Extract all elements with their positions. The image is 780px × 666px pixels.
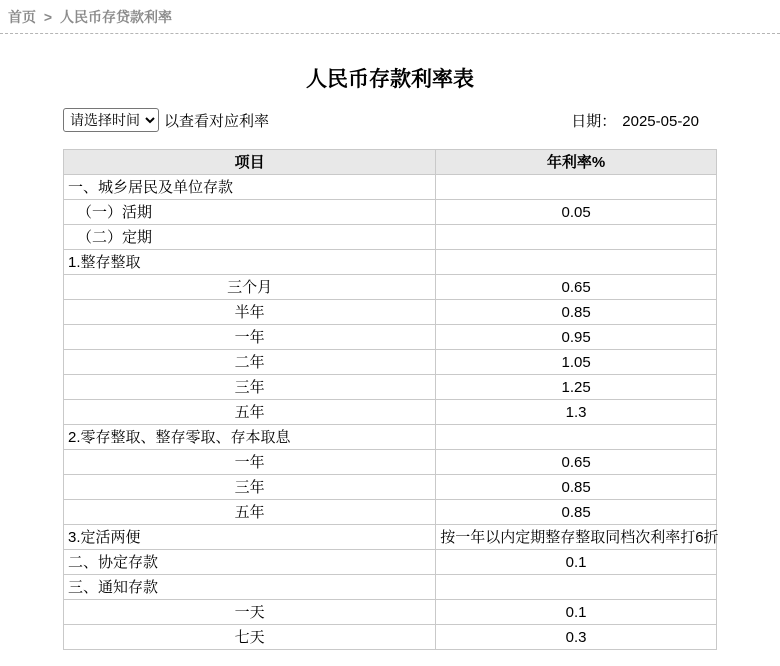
rate-cell (436, 575, 717, 600)
time-select[interactable] (63, 108, 159, 132)
breadcrumb-separator: > (43, 9, 53, 25)
table-header-row (64, 150, 717, 175)
item-cell: （二）定期 (64, 225, 436, 250)
controls-row (63, 108, 717, 132)
item-cell: 三个月 (64, 275, 436, 300)
date-value: 2025-05-20 (622, 112, 699, 130)
table-row (64, 350, 717, 375)
table-row (64, 275, 717, 300)
select-hint-text: 以查看对应利率 (164, 112, 270, 130)
date-display (571, 110, 717, 131)
time-select-group (63, 108, 269, 132)
rate-table (63, 149, 717, 650)
item-cell: 二年 (64, 350, 436, 375)
table-row (64, 450, 717, 475)
item-cell: （一）活期 (64, 200, 436, 225)
item-cell: 五年 (64, 500, 436, 525)
table-row (64, 500, 717, 525)
rate-cell (436, 175, 717, 200)
rate-cell: 0.95 (436, 325, 717, 350)
rate-cell: 0.1 (436, 550, 717, 575)
item-cell: 半年 (64, 300, 436, 325)
table-row (64, 425, 717, 450)
table-row (64, 225, 717, 250)
table-row (64, 525, 717, 550)
table-row (64, 175, 717, 200)
table-row (64, 300, 717, 325)
rate-cell: 0.85 (436, 500, 717, 525)
rate-cell: 1.05 (436, 350, 717, 375)
rate-cell: 按一年以内定期整存整取同档次利率打6折 (436, 525, 717, 550)
column-header-rate: 年利率% (436, 150, 717, 175)
item-cell: 三、通知存款 (64, 575, 436, 600)
item-cell: 一年 (64, 450, 436, 475)
item-cell: 3.定活两便 (64, 525, 436, 550)
table-row (64, 550, 717, 575)
rate-cell: 0.65 (436, 450, 717, 475)
item-cell: 2.零存整取、整存零取、存本取息 (64, 425, 436, 450)
table-row (64, 625, 717, 650)
table-row (64, 400, 717, 425)
rate-cell (436, 250, 717, 275)
rate-cell: 0.3 (436, 625, 717, 650)
rate-cell: 0.1 (436, 600, 717, 625)
rate-cell: 0.05 (436, 200, 717, 225)
table-row (64, 325, 717, 350)
date-label: 日期： (571, 112, 617, 130)
table-row (64, 250, 717, 275)
item-cell: 一年 (64, 325, 436, 350)
table-row (64, 475, 717, 500)
item-cell: 一、城乡居民及单位存款 (64, 175, 436, 200)
rate-cell (436, 425, 717, 450)
rate-cell: 0.65 (436, 275, 717, 300)
item-cell: 1.整存整取 (64, 250, 436, 275)
rate-cell: 1.25 (436, 375, 717, 400)
table-row (64, 200, 717, 225)
table-row (64, 375, 717, 400)
item-cell: 二、协定存款 (64, 550, 436, 575)
item-cell: 一天 (64, 600, 436, 625)
rate-cell: 0.85 (436, 475, 717, 500)
column-header-item: 项目 (64, 150, 436, 175)
page-title: 人民币存款利率表 (306, 68, 474, 91)
item-cell: 三年 (64, 375, 436, 400)
main-content (63, 65, 717, 650)
breadcrumb-home-link[interactable]: 首页 (8, 9, 36, 25)
table-row (64, 575, 717, 600)
table-row (64, 600, 717, 625)
item-cell: 五年 (64, 400, 436, 425)
item-cell: 七天 (64, 625, 436, 650)
breadcrumb-current: 人民币存贷款利率 (59, 9, 172, 25)
rate-cell (436, 225, 717, 250)
rate-cell: 0.85 (436, 300, 717, 325)
item-cell: 三年 (64, 475, 436, 500)
rate-cell: 1.3 (436, 400, 717, 425)
breadcrumb (0, 0, 780, 34)
